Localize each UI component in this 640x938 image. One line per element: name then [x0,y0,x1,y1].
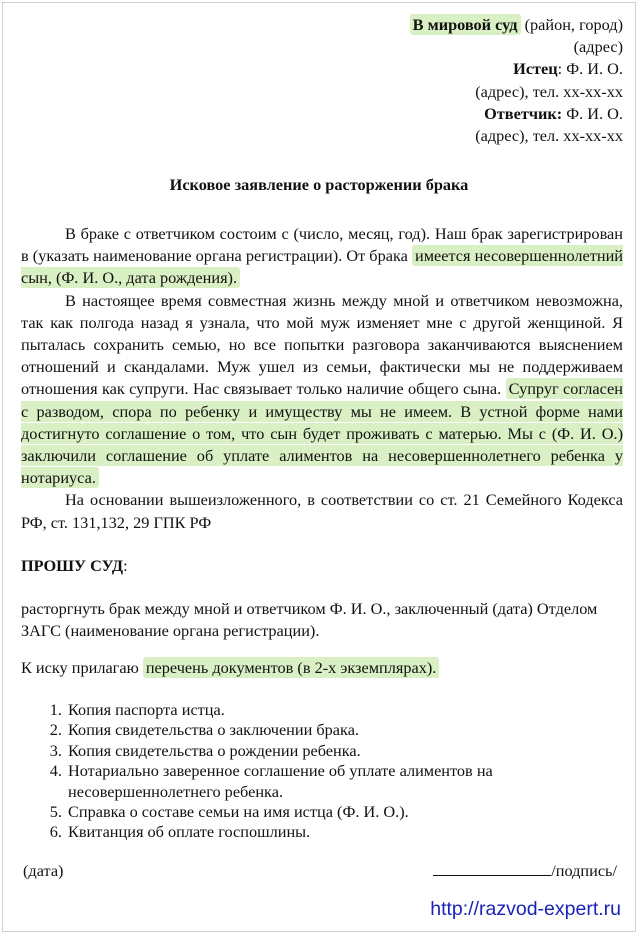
court-address: (адрес) [573,37,623,57]
court-name: В мировой суд [412,15,518,34]
signature-label: /подпись/ [551,861,617,880]
list-item: 2. Копия свидетельства о заключении брака. [66,720,566,740]
defendant-name: Ф. И. О. [562,103,623,123]
document-page [2,2,636,932]
attachments-intro: К иску прилагаю перечень документов (в 2-х экземплярах). [21,657,439,679]
list-item: 5. Справка о составе семьи на имя истца (Ф. И. О.). [66,802,566,822]
plaintiff-contacts: (адрес), тел. хх-хх-хх [475,81,623,101]
plaintiff-label: Истец [513,59,558,79]
plaintiff-line [410,58,623,80]
highlight-agreement: Супруг согласен с разводом, спора по ребенку и имуществу мы не имеем. В устной форме нами достигнуто соглашение о том, что сын будет проживать с матерью. Мы с (Ф. И. О.) заключили соглашение об уплате алиментов на несовершеннолетнего ребенка у нотариуса. [21,379,623,488]
attachments-list [21,700,566,843]
court-location: (район, город) [520,15,623,34]
highlight-documents: перечень документов (в 2-х экземплярах). [143,657,440,678]
paragraph-marriage: В браке с ответчиком состоим с (число, месяц, год). Наш брак зарегистрирован в (указать наименование органа регистрации). От брака имеется несовершеннолетний сын, (Ф. И. О., дата рождения). [21,224,623,288]
defendant-contacts: (адрес), тел. хх-хх-хх [475,126,623,146]
list-item: 4. Нотариально заверенное соглашение об уплате алиментов на несовершеннолетнего ребенка. [66,761,566,802]
paragraph-circumstances: В настоящее время совместная жизнь между мной и ответчиком невозможна, так как полгода назад я узнала, что мой муж изменяет мне с другой женщиной. Я пыталась сохранить семью, но все попытки разговора заканчиваются выяснением отношений и скандалами. Муж ушел из семьи, фактически мы не поддерживаем отношения как супруги. Нас связывает только наличие общего сына. Супруг согласен с разводом, спора по ребенку и имуществу мы не имеем. В устной форме нами достигнуто соглашение о том, что сын будет проживать с матерью. Мы с (Ф. И. О.) заключили соглашение об уплате алиментов на несовершеннолетнего ребенка у нотариуса. [21,290,623,488]
request-heading: ПРОШУ СУД: [21,556,128,575]
request-text: расторгнуть брак между мной и ответчиком Ф. И. О., заключенный (дата) Отделом ЗАГС (наименование органа регистрации). [21,599,598,641]
defendant-label: Ответчик: [484,103,563,123]
list-item: 1. Копия паспорта истца. [66,700,566,720]
date-placeholder: (дата) [23,861,64,880]
highlight-child: имеется несовершеннолетний сын, (Ф. И. О., дата рождения). [21,246,623,288]
plaintiff-name: : Ф. И. О. [557,59,623,79]
signature-line [433,861,551,876]
document-title: Исковое заявление о расторжении брака [169,175,469,194]
list-item: 6. Квитанция об оплате госпошлины. [66,822,566,842]
list-item: 3. Копия свидетельства о рождении ребенка. [66,741,566,761]
source-link[interactable]: http://razvod-expert.ru [430,898,621,920]
paragraph-legal-basis: На основании вышеизложенного, в соответствии со ст. 21 Семейного Кодекса РФ, ст. 131,132, 29 ГПК РФ [21,490,623,532]
defendant-line [410,103,623,125]
document-header [410,14,623,147]
court-line [410,14,623,36]
signature-block [433,861,617,881]
document-body [21,223,623,534]
